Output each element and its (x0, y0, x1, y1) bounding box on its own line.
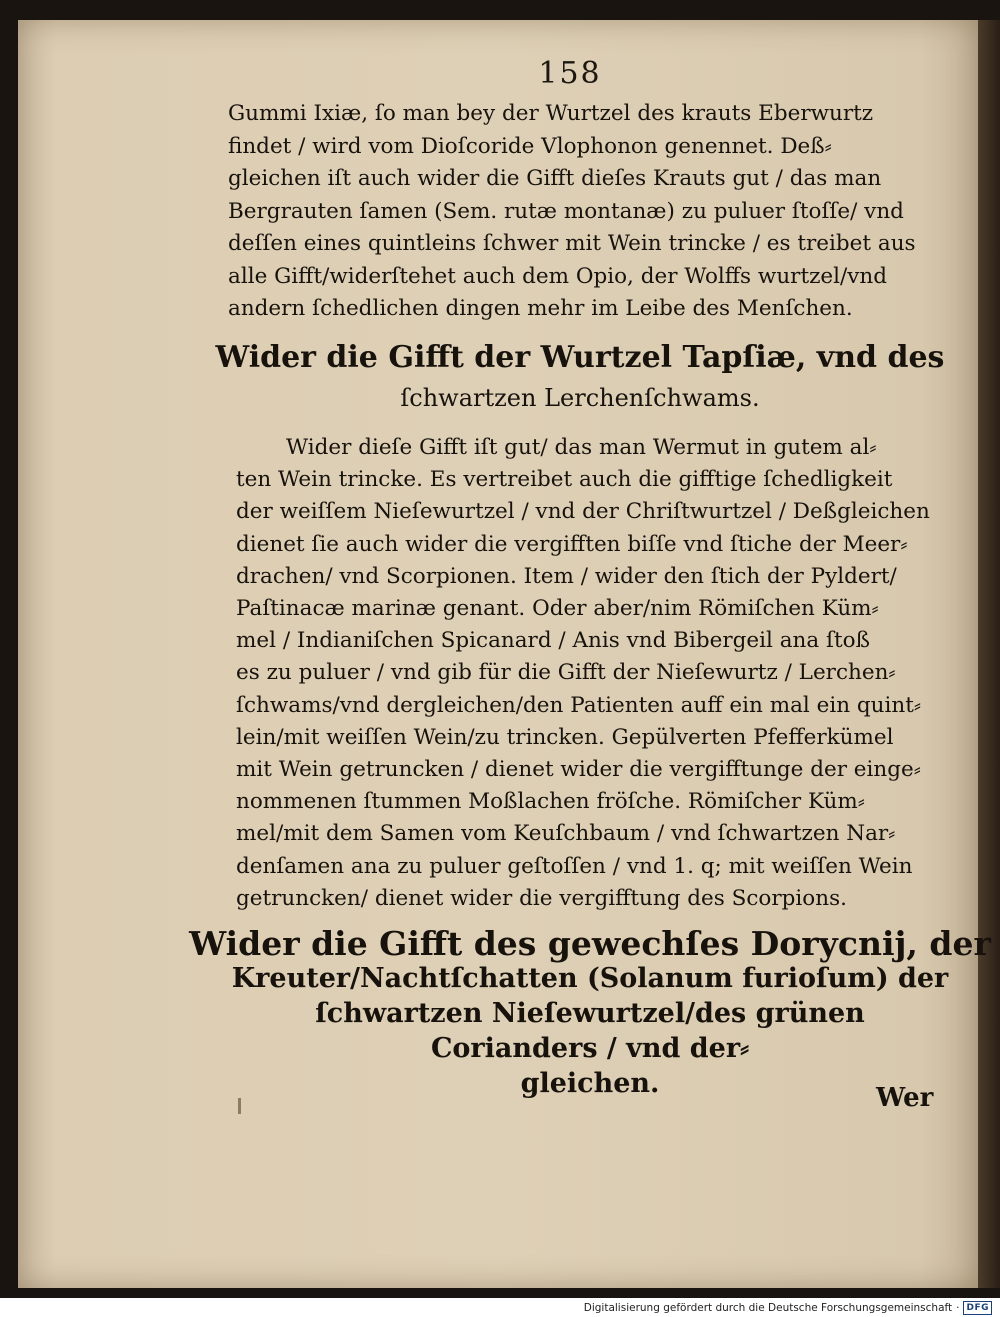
text-line: findet / wird vom Dioſcoride Vlophonon genennet. Deß⸗ (228, 133, 832, 159)
heading-line: gleichen. (520, 1068, 660, 1099)
text-line: mit Wein getruncken / dienet wider die vergifftunge der einge⸗ (236, 757, 921, 783)
text-line: getruncken/ dienet wider die vergifftung des Scorpions. (236, 885, 847, 911)
text-line: es zu puluer / vnd gib für die Gifft der Nieſewurtz / Lerchen⸗ (236, 660, 896, 686)
digitization-footer (584, 1300, 992, 1316)
text-line: andern ſchedlichen dingen mehr im Leibe des Menſchen. (228, 296, 853, 321)
text-line: Paſtinacæ marinæ genant. Oder aber/nim Römiſchen Küm⸗ (236, 596, 879, 622)
text-line: dienet ſie auch wider die vergifften biſſe vnd ſtiche der Meer⸗ (236, 531, 908, 557)
paragraph-2 (236, 432, 930, 915)
footer-separator: · (956, 1302, 960, 1314)
text-line: alle Gifft/widerſtehet auch dem Opio, der Wolffs wurtzel/vnd (228, 263, 888, 289)
text-line: drachen/ vnd Scorpionen. Item / wider den ſtich der Pyldert/ (236, 563, 897, 589)
catchword: Wer (876, 1083, 934, 1113)
heading-line: Kreuter/Nachtſchatten (Solanum furioſum) der (231, 963, 949, 994)
margin-mark (238, 1098, 241, 1114)
heading-line: Corianders / vnd der⸗ (430, 1033, 750, 1064)
text-line: Gummi Ixiæ, ſo man bey der Wurtzel des krauts Eberwurtz (228, 101, 874, 126)
text-line: lein/mit weiſſen Wein/zu trincken. Gepülverten Pfefferkümel (236, 724, 894, 750)
heading-line: ſchwartzen Lerchenſchwams. (400, 384, 760, 412)
text-line: ſchwams/vnd dergleichen/den Patienten auff ein mal ein quint⸗ (236, 692, 922, 718)
text-line: denſamen ana zu puluer geſtoſſen / vnd 1. q; mit weiſſen Wein (236, 853, 913, 879)
section-heading-1 (0, 338, 1000, 418)
text-line: mel / Indianiſchen Spicanard / Anis vnd Bibergeil ana ſtoß (236, 628, 870, 654)
text-line: nommenen ſtummen Moßlachen fröſche. Römiſcher Küm⸗ (236, 789, 865, 815)
footer-text: Digitalisierung gefördert durch die Deutsche Forschungsgemeinschaft (583, 1302, 953, 1314)
heading-line: Wider die Gifft des gewechſes Dorycnij, der (189, 924, 991, 963)
section-heading-2 (0, 926, 1000, 1101)
text-line: deſſen eines quintleins ſchwer mit Wein trincke / es treibet aus (228, 231, 916, 256)
heading-line: Wider die Gifft der Wurtzel Tapſiæ, vnd des (215, 340, 945, 375)
text-line: Bergrauten ſamen (Sem. rutæ montanæ) zu puluer ſtoſſe/ vnd (228, 198, 904, 224)
paragraph-1 (228, 98, 916, 326)
text-line: der weiſſem Nieſewurtzel / vnd der Chriſtwurtzel / Deßgleichen (236, 499, 930, 525)
page-number: 158 (538, 56, 602, 91)
text-line: gleichen iſt auch wider die Gifft dieſes Krauts gut / das man (228, 166, 882, 191)
text-line: Wider dieſe Gifft iſt gut/ das man Wermut in gutem al⸗ (286, 435, 877, 460)
heading-line: ſchwartzen Nieſewurtzel/des grünen (315, 998, 865, 1029)
text-line: ten Wein trincke. Es vertreibet auch die gifftige ſchedligkeit (236, 467, 893, 493)
text-line: mel/mit dem Samen vom Keuſchbaum / vnd ſchwartzen Nar⸗ (236, 821, 896, 847)
dfg-logo-icon[interactable]: DFG (963, 1301, 992, 1315)
